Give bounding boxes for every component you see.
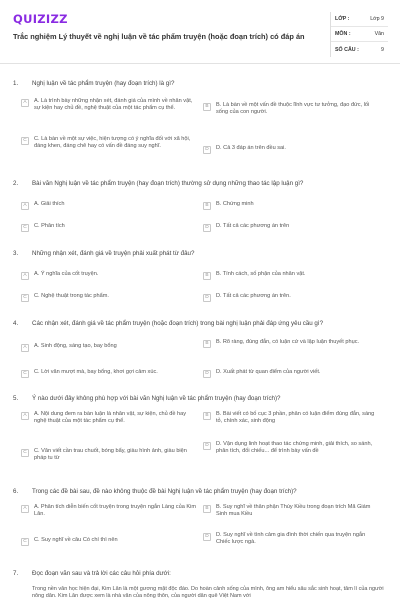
option-letter-box: A	[21, 412, 29, 420]
question-1	[13, 80, 393, 152]
option-text: C. Nghệ thuật trong tác phẩm.	[34, 293, 109, 299]
option-b[interactable]	[203, 102, 381, 116]
question-number: 4.	[13, 320, 19, 327]
option-a[interactable]	[21, 411, 199, 425]
option-d[interactable]	[203, 369, 381, 378]
option-d[interactable]	[203, 441, 381, 455]
option-letter-box: C	[21, 294, 29, 302]
option-text: C. Phân tích	[34, 223, 65, 229]
option-letter-box: B	[203, 272, 211, 280]
option-letter-box: C	[21, 137, 29, 145]
meta-key: LỚP :	[335, 16, 350, 22]
question-number: 7.	[13, 570, 19, 577]
option-text: A. Sinh động, sáng tạo, bay bổng	[34, 343, 117, 349]
option-letter-box: A	[21, 99, 29, 107]
option-text: C. Văn viết cần trau chuốt, bóng bẩy, giàu hình ảnh, giàu biện pháp tu từ	[34, 448, 187, 461]
option-letter-box: D	[203, 224, 211, 232]
option-c[interactable]	[21, 136, 199, 150]
option-c[interactable]	[21, 223, 199, 232]
option-text: A. Là trình bày những nhận xét, đánh giá của mình về nhân vật, sự kiện hay chủ đề, nghệ thuật của một tác phẩm cụ thể.	[34, 98, 193, 111]
meta-row-count	[331, 42, 388, 57]
worksheet-title: Trắc nghiệm Lý thuyết về nghị luận về tác phẩm truyện (hoặc đoạn trích) có đáp án	[13, 32, 305, 41]
option-c[interactable]	[21, 369, 199, 378]
meta-value: 9	[381, 46, 384, 53]
option-text: B. Suy nghĩ về thân phận Thúy Kiều trong đoạn trích Mã Giám Sinh mua Kiều	[216, 504, 371, 517]
option-letter-box: B	[203, 340, 211, 348]
option-text: B. Bài viết có bố cục 3 phần, phân có luận điểm đúng đắn, sáng tỏ, chính xác, sinh động	[216, 411, 375, 424]
question-number: 2.	[13, 180, 19, 187]
option-b[interactable]	[203, 339, 381, 348]
worksheet-meta	[330, 12, 388, 57]
option-a[interactable]	[21, 504, 199, 518]
question-text: Những nhận xét, đánh giá về truyện phải xuất phát từ đâu?	[32, 250, 195, 257]
option-letter-box: B	[203, 202, 211, 210]
option-letter-box: A	[21, 344, 29, 352]
option-text: C. Suy nghĩ về câu Có chí thì nên	[34, 537, 118, 543]
question-number: 5.	[13, 395, 19, 402]
option-b[interactable]	[203, 201, 381, 210]
option-letter-box: A	[21, 505, 29, 513]
meta-key: MÔN :	[335, 31, 351, 37]
meta-key: SỐ CÂU :	[335, 46, 359, 53]
option-letter-box: D	[203, 442, 211, 450]
option-text: D. Vận dụng linh hoạt thao tác chứng minh, giải thích, so sánh, phân tích, đối chiếu... để trình bày vấn đề	[216, 441, 373, 454]
option-letter-box: A	[21, 272, 29, 280]
option-text: A. Phân tích diễn biến cốt truyện trong truyện ngắn Làng của Kim Lân.	[34, 504, 197, 517]
option-text: D. Suy nghĩ về tình cảm gia đình thời chiến qua truyện ngắn Chiếc lược ngà.	[216, 532, 366, 545]
option-b[interactable]	[203, 271, 381, 280]
question-text: Đọc đoạn văn sau và trả lời các câu hỏi phía dưới:	[32, 570, 171, 577]
question-text: Ý nào dưới đây không phù hợp với bài văn Nghị luận về tác phẩm truyện (hay đoạn trích)?	[32, 395, 281, 402]
question-3	[13, 250, 393, 300]
option-text: A. Nội dung đem ra bàn luận là nhân vật, sự kiện, chủ đề hay nghệ thuật của một tác phẩm cụ thể.	[34, 411, 187, 424]
question-4	[13, 320, 393, 376]
option-letter-box: C	[21, 224, 29, 232]
meta-value: Lớp 9	[370, 16, 384, 22]
option-text: A. Giải thích	[34, 201, 65, 207]
option-a[interactable]	[21, 271, 199, 280]
question-5	[13, 395, 393, 461]
option-letter-box: D	[203, 370, 211, 378]
option-text: A. Ý nghĩa của cốt truyện.	[34, 271, 99, 277]
question-text: Bài văn Nghị luận về tác phẩm truyện (hay đoạn trích) thường sử dụng những thao tác lập luận gì?	[32, 180, 304, 187]
option-letter-box: C	[21, 449, 29, 457]
question-6	[13, 488, 393, 545]
option-text: B. Là bàn về một vấn đề thuộc lĩnh vực tư tưởng, đạo đức, lối sống của con người.	[216, 102, 370, 115]
option-d[interactable]	[203, 223, 381, 232]
option-a[interactable]	[21, 201, 199, 210]
option-letter-box: A	[21, 202, 29, 210]
question-number: 6.	[13, 488, 19, 495]
option-a[interactable]	[21, 98, 199, 112]
quizizz-logo[interactable]: QUIZIZZ	[13, 12, 68, 26]
option-letter-box: C	[21, 538, 29, 546]
option-d[interactable]	[203, 293, 381, 302]
option-a[interactable]	[21, 343, 199, 352]
option-c[interactable]	[21, 293, 199, 302]
option-text: D. Cả 3 đáp án trên đều sai.	[216, 145, 286, 151]
option-letter-box: D	[203, 294, 211, 302]
question-2	[13, 180, 393, 230]
option-d[interactable]	[203, 145, 381, 154]
meta-row-subject	[331, 27, 388, 42]
option-text: B. Chứng minh	[216, 201, 254, 207]
option-letter-box: B	[203, 103, 211, 111]
option-text: C. Lời văn mượt mà, bay bổng, khơi gợi cảm xúc.	[34, 369, 158, 375]
option-text: B. Rõ ràng, đúng đắn, có luận cứ và lập luận thuyết phục.	[216, 339, 360, 345]
option-text: D. Xuất phát từ quan điểm của người viết.	[216, 369, 321, 375]
option-text: B. Tính cách, số phận của nhân vật.	[216, 271, 306, 277]
option-c[interactable]	[21, 537, 199, 546]
option-letter-box: D	[203, 533, 211, 541]
question-text: Nghị luận về tác phẩm truyện (hay đoạn trích) là gì?	[32, 80, 175, 87]
meta-value: Văn	[374, 31, 384, 37]
question-number: 1.	[13, 80, 19, 87]
option-text: C. Là bàn về một sự việc, hiện tượng có ý nghĩa đối với xã hội, đáng khen, đáng chê hay có vấn đề đáng suy nghĩ.	[34, 136, 191, 149]
reading-passage: Trong nền văn học hiện đại, Kim Lân là một gương mặt độc đáo. Do hoàn cảnh sống của mình, ông am hiểu sâu sắc sinh hoạt, tâm lí của người nông dân. Kim Lân được xem là nhà văn của nông thôn, của người dân quê Việt Nam với	[32, 586, 384, 599]
option-b[interactable]	[203, 504, 381, 518]
question-number: 3.	[13, 250, 19, 257]
option-text: D. Tất cả các phương án trên.	[216, 293, 291, 299]
option-b[interactable]	[203, 411, 381, 425]
option-letter-box: C	[21, 370, 29, 378]
question-7	[13, 570, 393, 578]
meta-row-class	[331, 12, 388, 27]
question-text: Trong các đề bài sau, đề nào không thuộc đề bài Nghị luận về tác phẩm truyện (hay đoạn trích)?	[32, 488, 297, 495]
worksheet-header	[0, 0, 400, 64]
option-c[interactable]	[21, 448, 199, 462]
option-letter-box: B	[203, 505, 211, 513]
option-text: D. Tất cả các phương án trên	[216, 223, 290, 229]
question-text: Các nhận xét, đánh giá về tác phẩm truyện (hoặc đoạn trích) trong bài nghị luận phải đáp ứng yêu cầu gì?	[32, 320, 324, 327]
option-d[interactable]	[203, 532, 381, 546]
option-letter-box: B	[203, 412, 211, 420]
option-letter-box: D	[203, 146, 211, 154]
